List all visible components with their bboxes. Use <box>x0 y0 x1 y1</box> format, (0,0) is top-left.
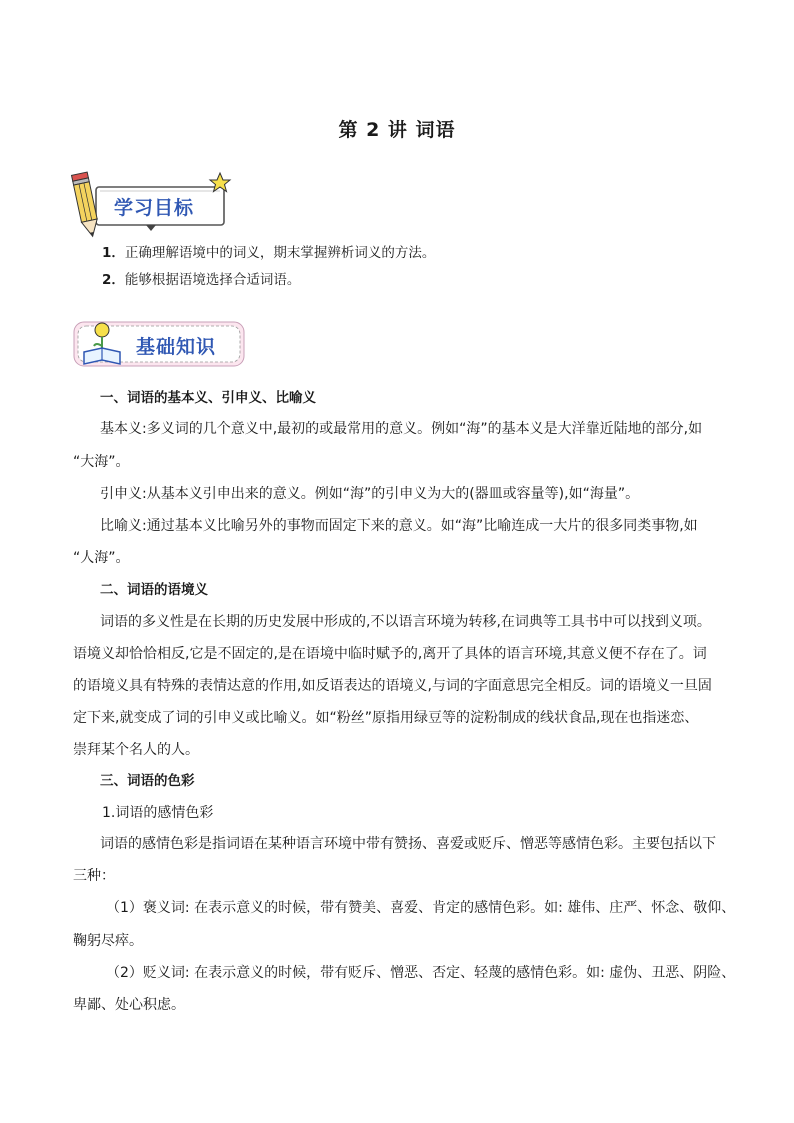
paragraph-basic-meaning-cont: “大海”。 <box>73 454 130 470</box>
paragraph-context-1: 词语的多义性是在长期的历史发展中形成的,不以语言环境为转移,在词典等工具书中可以找到义项。 <box>100 614 711 630</box>
paragraph-derogatory-2: 卑鄙、处心积虑。 <box>73 997 185 1013</box>
paragraph-extended-meaning: 引申义:从基本义引申出来的意义。例如“海”的引申义为大的(器皿或容量等),如“海量”。 <box>100 486 640 502</box>
paragraph-metaphor-meaning: 比喻义:通过基本义比喻另外的事物而固定下来的意义。如“海”比喻连成一大片的很多同类事物,如 <box>100 518 698 534</box>
paragraph-context-3: 的语境义具有特殊的表情达意的作用,如反语表达的语境义,与词的字面意思完全相反。词的语境义一旦固 <box>73 678 712 694</box>
goal-item-1: 1．正确理解语境中的词义，期末掌握辨析词义的方法。 <box>102 245 436 261</box>
paragraph-emotion-1: 词语的感情色彩是指词语在某种语言环境中带有赞扬、喜爱或贬斥、憎恶等感情色彩。主要包括以下 <box>100 836 716 852</box>
paragraph-context-5: 崇拜某个名人的人。 <box>73 742 199 758</box>
heading-1: 一、词语的基本义、引申义、比喻义 <box>100 390 316 406</box>
learning-goals-label: 学习目标 <box>114 197 195 219</box>
paragraph-commendatory-1: （1）褒义词: 在表示意义的时候，带有赞美、喜爱、肯定的感情色彩。如: 雄伟、庄严、怀念、敬仰、 <box>106 900 736 916</box>
paragraph-metaphor-meaning-cont: “人海”。 <box>73 550 130 566</box>
page-title: 第 2 讲 词语 <box>338 119 456 141</box>
paragraph-emotion-2: 三种： <box>73 868 115 884</box>
paragraph-basic-meaning: 基本义:多义词的几个意义中,最初的或最常用的意义。例如“海”的基本义是大洋靠近陆地的部分,如 <box>100 421 703 437</box>
heading-3: 三、词语的色彩 <box>100 773 195 789</box>
basic-knowledge-badge <box>72 318 252 373</box>
basic-knowledge-label: 基础知识 <box>136 336 217 358</box>
goal-item-2: 2．能够根据语境选择合适词语。 <box>102 272 301 288</box>
paragraph-derogatory-1: （2）贬义词: 在表示意义的时候，带有贬斥、憎恶、否定、轻蔑的感情色彩。如: 虚伪、丑恶、阴险、 <box>106 965 736 981</box>
paragraph-commendatory-2: 鞠躬尽瘁。 <box>73 933 143 949</box>
subheading-emotional-color: 1.词语的感情色彩 <box>102 805 214 821</box>
heading-2: 二、词语的语境义 <box>100 582 208 598</box>
paragraph-context-4: 定下来,就变成了词的引申义或比喻义。如“粉丝”原指用绿豆等的淀粉制成的线状食品,现在也指迷恋、 <box>73 710 699 726</box>
paragraph-context-2: 语境义却恰恰相反,它是不固定的,是在语境中临时赋予的,离开了具体的语言环境,其意义便不存在了。词 <box>73 646 707 662</box>
learning-goals-badge <box>68 165 238 245</box>
